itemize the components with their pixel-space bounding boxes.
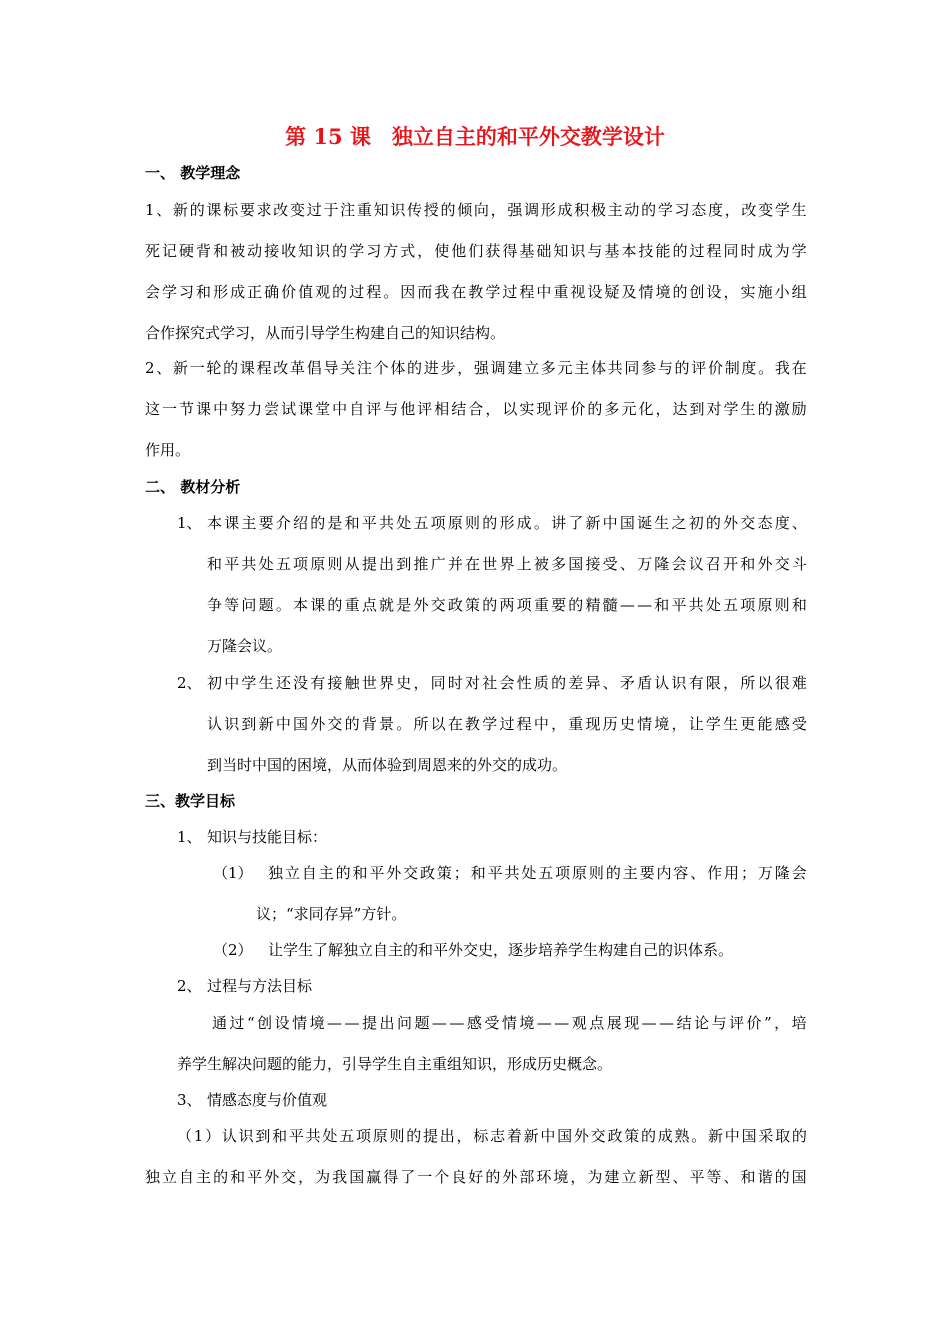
paragraph-line: 和 平 共 处 五 项 原 则 从 提 出 到 推 广 并 在 世 界 上 被 多 国 接 受 、 万 隆 会 议 召 开 和 外 交 斗 bbox=[207, 555, 807, 573]
paragraph-line: 本 课 主 要 介 绍 的 是 和 平 共 处 五 项 原 则 的 形 成 。 讲 了 新 中 国 诞 生 之 初 的 外 交 态 度 、 bbox=[207, 514, 807, 532]
list-number: 2、 bbox=[177, 674, 202, 692]
sub-list-number: （2） bbox=[213, 941, 253, 959]
paragraph-line: 养学生解决问题的能力，引导学生自主重组知识，形成历史概念。 bbox=[177, 1055, 613, 1073]
paragraph-line: 作用。 bbox=[145, 441, 191, 459]
section-heading-teaching-goals: 三、教学目标 bbox=[145, 792, 236, 810]
paragraph-line: 合作探究式学习，从而引导学生构建自己的知识结构。 bbox=[145, 324, 506, 342]
paragraph-line: 到当时中国的困境，从而体验到周恩来的外交的成功。 bbox=[207, 756, 568, 774]
paragraph-line: （ 1 ） 认 识 到 和 平 共 处 五 项 原 则 的 提 出 ， 标 志 着 新 中 国 外 交 政 策 的 成 熟 。 新 中 国 采 取 的 bbox=[177, 1127, 807, 1145]
paragraph-line: 独 立 自 主 的 和 平 外 交 ， 为 我 国 赢 得 了 一 个 良 好 的 外 部 环 境 ， 为 建 立 新 型 、 平 等 、 和 谐 的 国 bbox=[145, 1168, 807, 1186]
section-heading-textbook-analysis: 二、 教材分析 bbox=[145, 478, 241, 496]
paragraph-line: 认 识 到 新 中 国 外 交 的 背 景 。 所 以 在 教 学 过 程 中 ， 重 现 历 史 情 境 ， 让 学 生 更 能 感 受 bbox=[207, 715, 807, 733]
paragraph-line: 初 中 学 生 还 没 有 接 触 世 界 史 ， 同 时 对 社 会 性 质 的 差 异 、 矛 盾 认 识 有 限 ， 所 以 很 难 bbox=[207, 674, 807, 692]
paragraph-line: 通 过 “ 创 设 情 境 — — 提 出 问 题 — — 感 受 情 境 — — 观 点 展 现 — — 结 论 与 评 价 ” ， 培 bbox=[212, 1014, 807, 1032]
paragraph-line: 让学生了解独立自主的和平外交史，逐步培养学生构建自己的识体系。 bbox=[268, 941, 734, 959]
list-number: 1、 bbox=[177, 828, 202, 846]
document-title: 第 15 课 独立自主的和平外交教学设计 bbox=[285, 124, 665, 149]
section-heading-teaching-philosophy: 一、 教学理念 bbox=[145, 164, 241, 182]
goal-label: 过程与方法目标 bbox=[207, 977, 313, 995]
goal-label: 情感态度与价值观 bbox=[207, 1091, 328, 1109]
paragraph-line: 争 等 问 题 。 本 课 的 重 点 就 是 外 交 政 策 的 两 项 重 要 的 精 髓 — — 和 平 共 处 五 项 原 则 和 bbox=[207, 596, 807, 614]
paragraph-line: 2 、 新 一 轮 的 课 程 改 革 倡 导 关 注 个 体 的 进 步 ， 强 调 建 立 多 元 主 体 共 同 参 与 的 评 价 制 度 。 我 在 bbox=[145, 359, 807, 377]
sub-list-number: （1） bbox=[213, 864, 253, 882]
paragraph-line: 独 立 自 主 的 和 平 外 交 政 策 ； 和 平 共 处 五 项 原 则 的 主 要 内 容 、 作 用 ； 万 隆 会 bbox=[268, 864, 807, 882]
goal-label: 知识与技能目标： bbox=[207, 828, 328, 846]
paragraph-line: 万隆会议。 bbox=[207, 637, 283, 655]
paragraph-line: 1 、 新 的 课 标 要 求 改 变 过 于 注 重 知 识 传 授 的 倾 向 ， 强 调 形 成 积 极 主 动 的 学 习 态 度 ， 改 变 学 生 bbox=[145, 201, 807, 219]
paragraph-line: 议；“求同存异”方针。 bbox=[256, 905, 407, 923]
list-number: 3、 bbox=[177, 1091, 202, 1109]
paragraph-line: 死 记 硬 背 和 被 动 接 收 知 识 的 学 习 方 式 ， 使 他 们 获 得 基 础 知 识 与 基 本 技 能 的 过 程 同 时 成 为 学 bbox=[145, 242, 807, 260]
list-number: 2、 bbox=[177, 977, 202, 995]
list-number: 1、 bbox=[177, 514, 202, 532]
paragraph-line: 会 学 习 和 形 成 正 确 价 值 观 的 过 程 。 因 而 我 在 教 学 过 程 中 重 视 设 疑 及 情 境 的 创 设 ， 实 施 小 组 bbox=[145, 283, 807, 301]
paragraph-line: 这 一 节 课 中 努 力 尝 试 课 堂 中 自 评 与 他 评 相 结 合 ， 以 实 现 评 价 的 多 元 化 ， 达 到 对 学 生 的 激 励 bbox=[145, 400, 807, 418]
